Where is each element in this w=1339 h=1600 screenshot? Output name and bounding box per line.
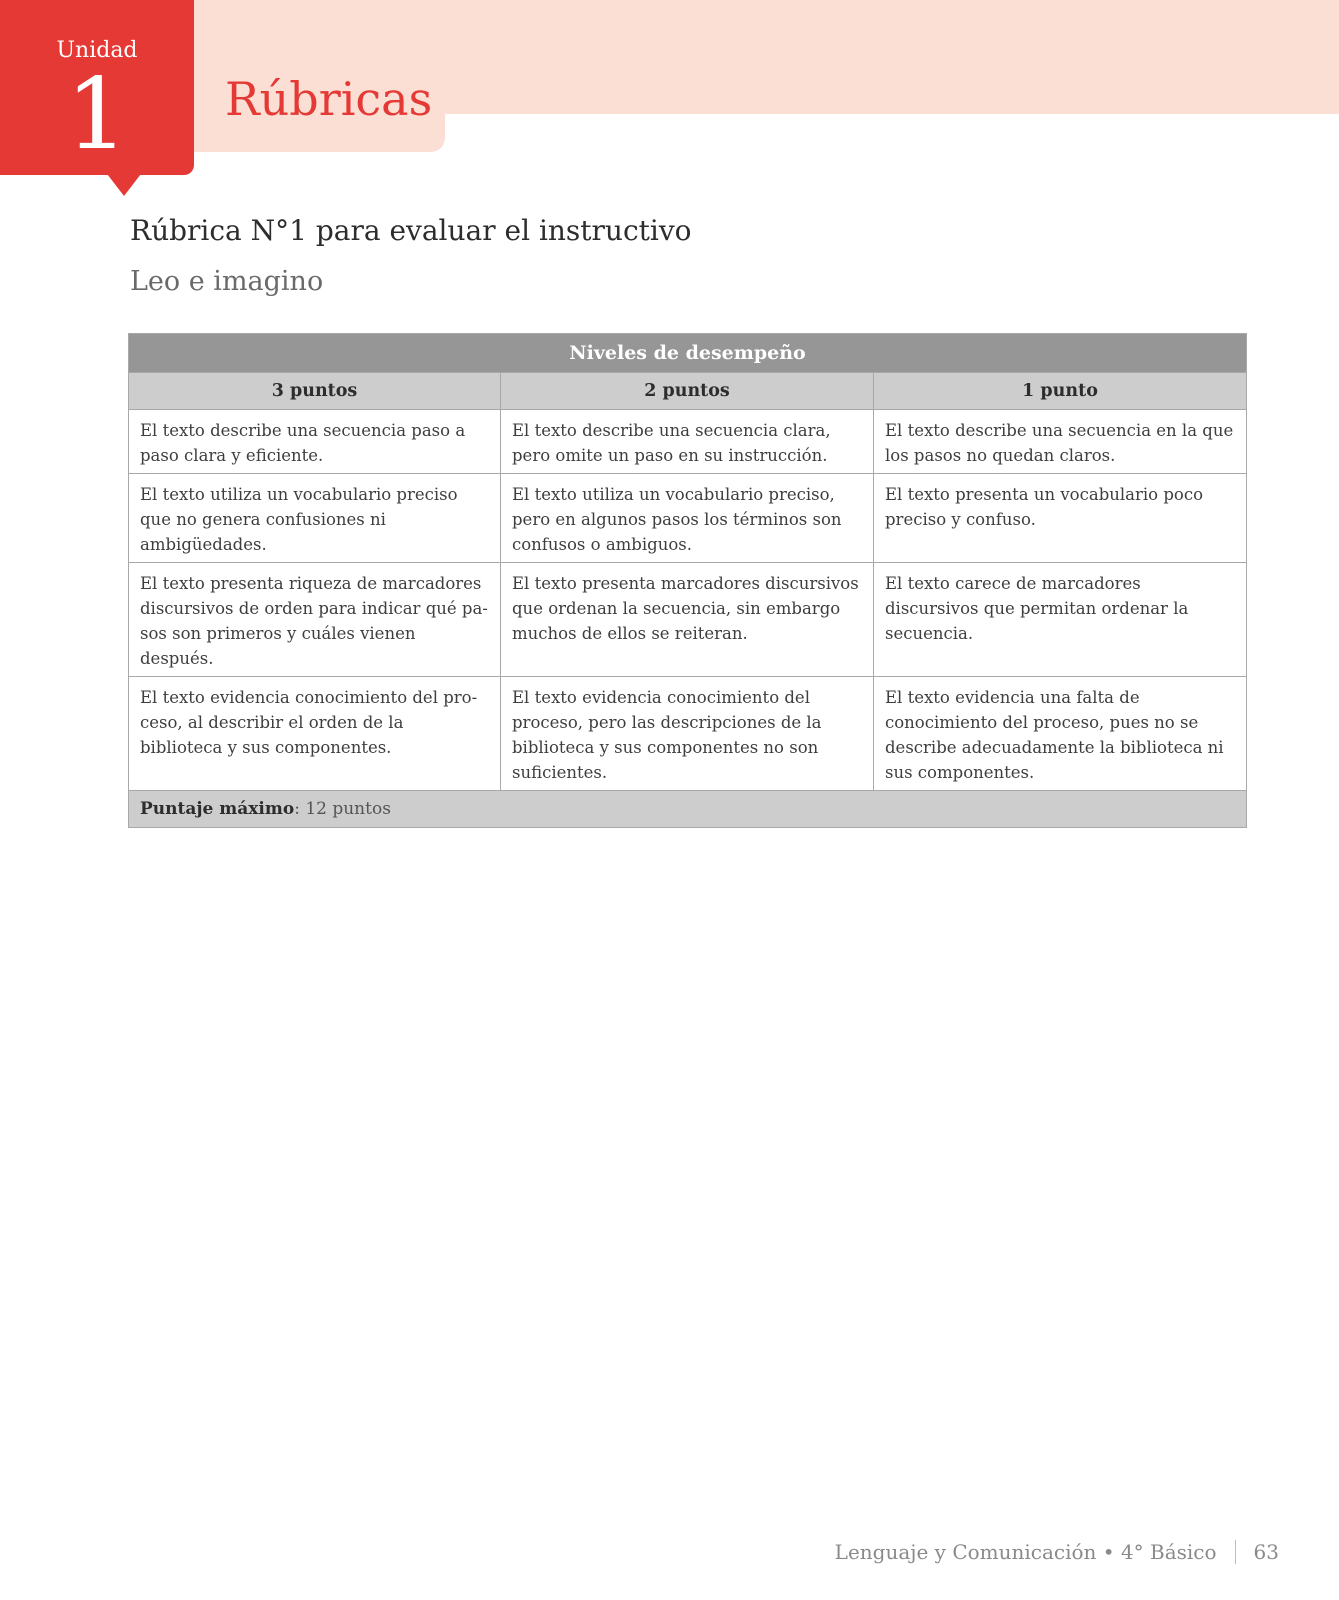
table-cell: El texto presenta riqueza de marcadores discursivos de orden para indicar qué pasos son primeros y cuáles vienen después. [129, 563, 501, 677]
table-cell: El texto evidencia una falta de conocimiento del proceso, pues no se describe adecuadamente la biblioteca ni sus componentes. [874, 677, 1247, 791]
table-cell: El texto carece de marcadores discursivos que permitan ordenar la secuencia. [874, 563, 1247, 677]
table-cell: El texto describe una secuencia clara, pero omite un paso en su instrucción. [501, 410, 874, 474]
max-score-value: : 12 puntos [294, 798, 391, 819]
table-row [129, 563, 1247, 677]
level-header-3: 3 puntos [129, 373, 501, 410]
table-footer-row [129, 791, 1247, 828]
table-cell: El texto describe una secuencia paso a paso clara y eficiente. [129, 410, 501, 474]
table-cell: El texto utiliza un vocabulario preciso que no genera confusiones ni ambigüedades. [129, 474, 501, 563]
max-score-label: Puntaje máximo [140, 798, 295, 819]
table-cell: El texto presenta marcadores discursivos que ordenan la secuencia, sin embargo muchos de ellos se reiteran. [501, 563, 874, 677]
unit-label: Unidad [56, 38, 138, 63]
rubric-title: Rúbrica N°1 para evaluar el instructivo [130, 214, 692, 247]
footer-divider [1235, 1540, 1236, 1564]
table-cell: El texto presenta un vocabulario poco preciso y confuso. [874, 474, 1247, 563]
table-cell: El texto evidencia conocimiento del proceso, pero las descripciones de la biblioteca y sus componentes no son suficientes. [501, 677, 874, 791]
rubric-table [128, 333, 1247, 828]
table-row [129, 410, 1247, 474]
table-cell: El texto evidencia conocimiento del proceso, al describir el orden de la biblioteca y sus componentes. [129, 677, 501, 791]
table-row [129, 677, 1247, 791]
header-band [0, 0, 1339, 114]
table-main-header: Niveles de desempeño [129, 334, 1247, 373]
section-title: Rúbricas [225, 72, 433, 126]
page-number: 63 [1253, 1540, 1279, 1564]
table-cell: El texto describe una secuencia en la que los pasos no quedan claros. [874, 410, 1247, 474]
rubric-subtitle: Leo e imagino [130, 266, 324, 297]
max-score [129, 791, 1247, 828]
unit-badge [0, 0, 194, 175]
level-header-2: 2 puntos [501, 373, 874, 410]
unit-number: 1 [65, 58, 129, 172]
table-row [129, 474, 1247, 563]
table-cell: El texto utiliza un vocabulario preciso, pero en algunos pasos los términos son confusos o ambiguos. [501, 474, 874, 563]
page-footer [835, 1540, 1279, 1564]
unit-badge-pointer [104, 170, 144, 196]
level-header-1: 1 punto [874, 373, 1247, 410]
book-title: Lenguaje y Comunicación • 4° Básico [834, 1540, 1217, 1564]
